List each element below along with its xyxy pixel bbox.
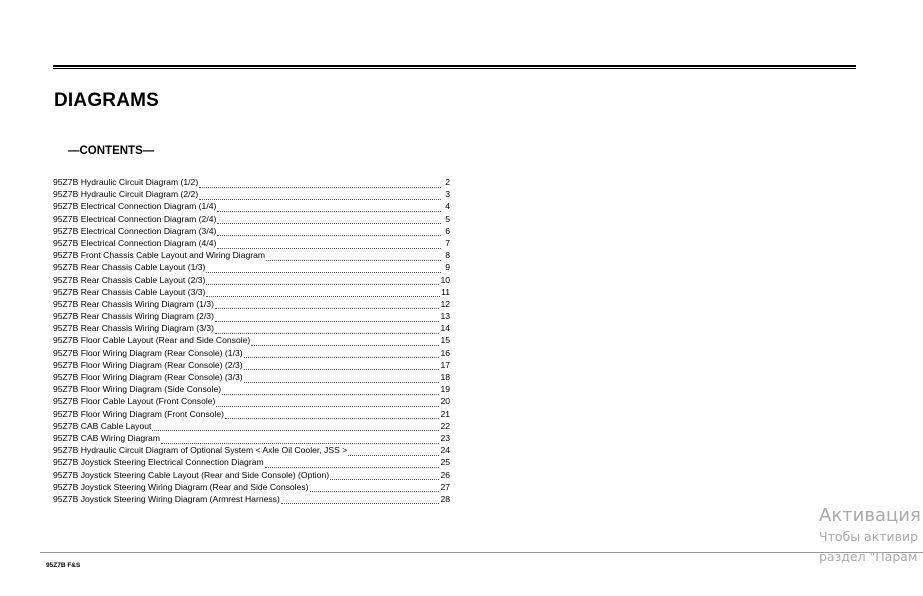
- toc-entry-page: 10: [440, 274, 450, 285]
- toc-entry-label: 95Z7B Rear Chassis Wiring Diagram (3/3): [53, 323, 214, 334]
- watermark-line: раздел "Парам: [819, 549, 918, 564]
- toc-leader-dots: [348, 447, 439, 456]
- toc-entry-label: 95Z7B Floor Wiring Diagram (Rear Console) (3/3): [53, 372, 243, 382]
- toc-leader-dots: [206, 264, 441, 273]
- toc-entry-label: 95Z7B CAB Cable Layout: [53, 420, 152, 431]
- toc-entry-page: 27: [440, 481, 450, 492]
- footer-text: 95Z7B F&S: [46, 562, 81, 569]
- toc-leader-dots: [266, 252, 441, 261]
- toc-entry-label: 95Z7B Hydraulic Circuit Diagram (1/2): [53, 177, 199, 187]
- toc-leader-dots: [199, 179, 441, 188]
- toc-entry-label: 95Z7B Joystick Steering Wiring Diagram (Rear and Side Consoles): [53, 481, 309, 492]
- toc-entry-page: 13: [440, 311, 450, 322]
- toc-leader-dots: [215, 313, 439, 322]
- toc-entry-label: 95Z7B CAB Wiring Diagram: [53, 432, 160, 443]
- toc-entry[interactable]: [53, 444, 450, 456]
- toc-leader-dots: [265, 459, 440, 468]
- toc-entry-page: 23: [440, 432, 450, 443]
- toc-entry-page: 9: [445, 262, 450, 273]
- toc-leader-dots: [222, 386, 439, 395]
- toc-entry[interactable]: [53, 200, 450, 212]
- toc-entry[interactable]: [53, 286, 450, 298]
- toc-leader-dots: [215, 300, 439, 309]
- toc-entry-page: 7: [445, 237, 450, 248]
- toc-entry-label: 95Z7B Electrical Connection Diagram (2/4): [53, 213, 217, 224]
- toc-entry-page: 21: [440, 408, 450, 419]
- watermark-title: Активация: [819, 505, 921, 526]
- toc-leader-dots: [310, 483, 440, 492]
- toc-entry[interactable]: [53, 408, 450, 420]
- toc-entry-page: 6: [445, 225, 450, 236]
- toc-entry[interactable]: [53, 347, 450, 359]
- toc-entry[interactable]: [53, 371, 450, 383]
- toc-entry-page: 25: [440, 457, 450, 468]
- toc-entry[interactable]: [53, 249, 450, 261]
- toc-entry-label: 95Z7B Floor Wiring Diagram (Rear Console) (1/3): [53, 347, 243, 358]
- toc-leader-dots: [206, 276, 439, 285]
- toc-entry-page: 8: [445, 250, 450, 261]
- toc-entry-label: 95Z7B Joystick Steering Cable Layout (Rear and Side Console) (Option): [53, 469, 330, 480]
- toc-leader-dots: [216, 398, 439, 407]
- header-rule: [53, 65, 856, 67]
- toc-entry-page: 5: [445, 213, 450, 224]
- toc-leader-dots: [199, 191, 441, 200]
- toc-entry-label: 95Z7B Electrical Connection Diagram (3/4): [53, 225, 217, 236]
- toc-entry-page: 4: [445, 201, 450, 212]
- toc-leader-dots: [152, 422, 439, 431]
- toc-entry-label: 95Z7B Hydraulic Circuit Diagram of Optional System < Axle Oil Cooler, JSS >: [53, 445, 348, 456]
- toc-entry-page: 26: [440, 469, 450, 480]
- table-of-contents: [53, 176, 450, 505]
- toc-entry[interactable]: [53, 493, 450, 505]
- toc-entry[interactable]: [53, 261, 450, 273]
- toc-entry[interactable]: [53, 225, 450, 237]
- toc-entry-label: 95Z7B Electrical Connection Diagram (4/4): [53, 237, 217, 248]
- toc-entry-page: 2: [445, 177, 450, 187]
- toc-entry-page: 14: [440, 323, 450, 334]
- toc-entry-label: 95Z7B Floor Cable Layout (Front Console): [53, 396, 216, 407]
- toc-entry-page: 11: [441, 286, 450, 297]
- toc-entry[interactable]: [53, 359, 450, 371]
- toc-leader-dots: [217, 203, 441, 212]
- toc-entry[interactable]: [53, 237, 450, 249]
- footer-rule: [40, 552, 923, 553]
- toc-entry-label: 95Z7B Rear Chassis Cable Layout (2/3): [53, 274, 206, 285]
- toc-entry-page: 16: [440, 347, 450, 358]
- toc-entry-page: 24: [440, 445, 450, 456]
- toc-entry[interactable]: [53, 310, 450, 322]
- contents-heading: —CONTENTS—: [68, 145, 155, 157]
- toc-entry[interactable]: [53, 274, 450, 286]
- toc-entry-label: 95Z7B Floor Wiring Diagram (Rear Console) (2/3): [53, 359, 243, 370]
- toc-entry-page: 28: [440, 493, 450, 504]
- toc-entry-label: 95Z7B Joystick Steering Wiring Diagram (Armrest Harness): [53, 493, 280, 504]
- toc-entry-label: 95Z7B Front Chassis Cable Layout and Wiring Diagram: [53, 250, 266, 261]
- toc-leader-dots: [217, 240, 441, 249]
- toc-entry-label: 95Z7B Rear Chassis Wiring Diagram (1/3): [53, 298, 214, 309]
- toc-entry-label: 95Z7B Floor Cable Layout (Rear and Side Console): [53, 335, 251, 346]
- toc-leader-dots: [244, 349, 440, 358]
- watermark-line: Чтобы активир: [819, 529, 919, 544]
- toc-leader-dots: [217, 227, 441, 236]
- toc-entry[interactable]: [53, 383, 450, 395]
- header-rule-thin: [53, 68, 856, 69]
- toc-entry-label: 95Z7B Hydraulic Circuit Diagram (2/2): [53, 189, 199, 200]
- toc-entry-page: 12: [440, 298, 450, 309]
- toc-entry-page: 17: [440, 359, 450, 370]
- toc-entry-label: 95Z7B Floor Wiring Diagram (Side Console): [53, 384, 222, 395]
- toc-leader-dots: [281, 495, 440, 504]
- toc-entry[interactable]: [53, 322, 450, 334]
- toc-entry[interactable]: [53, 456, 450, 468]
- toc-entry-page: 15: [440, 335, 450, 346]
- toc-entry[interactable]: [53, 298, 450, 310]
- toc-entry-label: 95Z7B Electrical Connection Diagram (1/4): [53, 201, 217, 212]
- toc-entry[interactable]: [53, 176, 450, 188]
- toc-entry-page: 3: [445, 189, 450, 200]
- toc-entry[interactable]: [53, 188, 450, 200]
- toc-entry[interactable]: [53, 395, 450, 407]
- toc-entry-page: 20: [440, 396, 450, 407]
- toc-entry-page: 19: [440, 384, 450, 395]
- toc-leader-dots: [206, 288, 440, 297]
- toc-entry[interactable]: [53, 469, 450, 481]
- toc-leader-dots: [251, 337, 439, 346]
- toc-entry[interactable]: [53, 481, 450, 493]
- activation-watermark: [819, 505, 921, 567]
- toc-leader-dots: [244, 361, 440, 370]
- toc-entry-page: 18: [440, 372, 450, 382]
- toc-entry[interactable]: [53, 213, 450, 225]
- toc-entry[interactable]: [53, 432, 450, 444]
- toc-entry-label: 95Z7B Floor Wiring Diagram (Front Console): [53, 408, 224, 419]
- toc-leader-dots: [215, 325, 439, 334]
- toc-leader-dots: [244, 374, 440, 383]
- toc-entry[interactable]: [53, 420, 450, 432]
- page-title: DIAGRAMS: [54, 90, 160, 111]
- toc-entry-page: 22: [440, 420, 450, 431]
- toc-entry-label: 95Z7B Rear Chassis Cable Layout (1/3): [53, 262, 206, 273]
- toc-entry[interactable]: [53, 334, 450, 346]
- toc-entry-label: 95Z7B Joystick Steering Electrical Connection Diagram: [53, 457, 264, 468]
- toc-leader-dots: [330, 471, 439, 480]
- toc-entry-label: 95Z7B Rear Chassis Cable Layout (3/3): [53, 286, 206, 297]
- toc-leader-dots: [225, 410, 439, 419]
- toc-leader-dots: [161, 435, 439, 444]
- toc-entry-label: 95Z7B Rear Chassis Wiring Diagram (2/3): [53, 311, 214, 322]
- toc-leader-dots: [217, 215, 441, 224]
